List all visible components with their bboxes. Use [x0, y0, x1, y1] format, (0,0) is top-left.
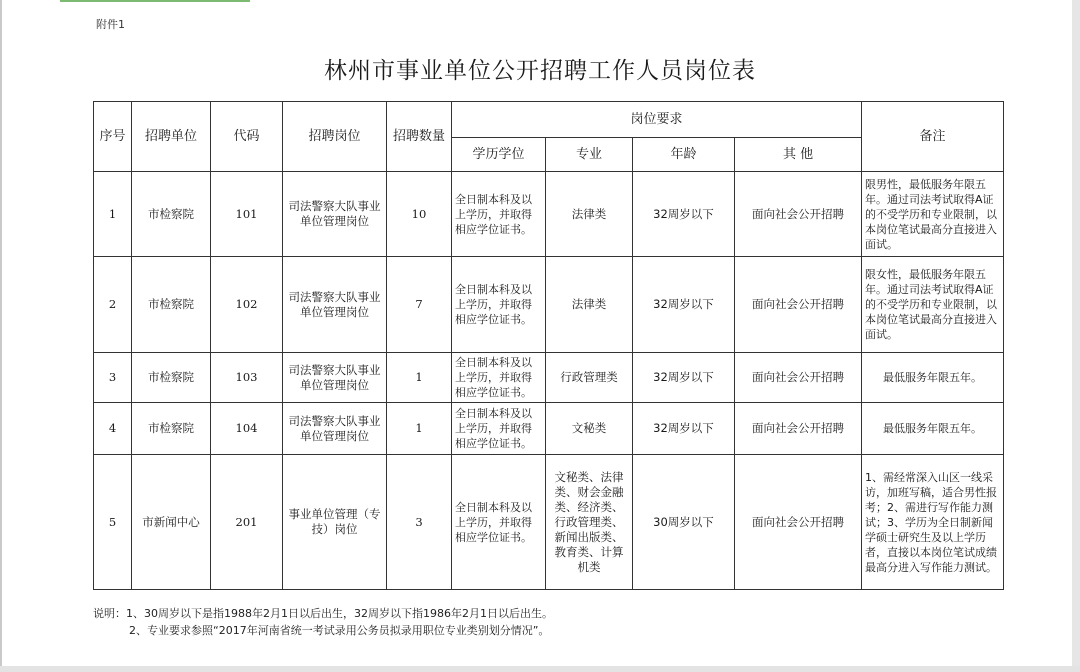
cell-unit: 市检察院: [132, 403, 211, 455]
cell-count: 1: [387, 403, 452, 455]
cell-unit: 市检察院: [132, 257, 211, 353]
table-row: [94, 172, 1004, 257]
cell-seq: 4: [94, 403, 132, 455]
cell-seq: 3: [94, 353, 132, 403]
cell-major: 行政管理类: [546, 353, 633, 403]
right-border: [1072, 0, 1080, 672]
cell-major: 法律类: [546, 257, 633, 353]
cell-education: 全日制本科及以上学历，并取得相应学位证书。: [452, 172, 546, 257]
table-row: [94, 403, 1004, 455]
cell-post: 司法警察大队事业单位管理岗位: [283, 257, 387, 353]
cell-post: 司法警察大队事业单位管理岗位: [283, 353, 387, 403]
header-post: 招聘岗位: [283, 102, 387, 172]
header-seq: 序号: [94, 102, 132, 172]
cell-major: 文秘类、法律类、财会金融类、经济类、行政管理类、新闻出版类、教育类、计算机类: [546, 455, 633, 590]
footnote-line-1: 说明：1、30周岁以下是指1988年2月1日以后出生，32周岁以下指1986年2月1日以后出生。: [93, 607, 553, 620]
cell-age: 32周岁以下: [633, 172, 735, 257]
cell-code: 104: [211, 403, 283, 455]
cell-unit: 市新闻中心: [132, 455, 211, 590]
cell-seq: 1: [94, 172, 132, 257]
cell-unit: 市检察院: [132, 353, 211, 403]
header-requirements: 岗位要求: [452, 102, 862, 138]
cell-remarks: 限女性，最低服务年限五年。通过司法考试取得A证的不受学历和专业限制，以本岗位笔试最高分直接进入面试。: [862, 257, 1004, 353]
cell-education: 全日制本科及以上学历，并取得相应学位证书。: [452, 403, 546, 455]
cell-count: 3: [387, 455, 452, 590]
cell-unit: 市检察院: [132, 172, 211, 257]
cell-education: 全日制本科及以上学历，并取得相应学位证书。: [452, 257, 546, 353]
header-count: 招聘数量: [387, 102, 452, 172]
cell-major: 文秘类: [546, 403, 633, 455]
left-border: [0, 0, 2, 672]
cell-count: 1: [387, 353, 452, 403]
cell-age: 32周岁以下: [633, 257, 735, 353]
bottom-border: [0, 666, 1080, 672]
header-row-1: [94, 102, 1004, 138]
cell-remarks: 最低服务年限五年。: [862, 353, 1004, 403]
cell-post: 司法警察大队事业单位管理岗位: [283, 403, 387, 455]
cell-education: 全日制本科及以上学历，并取得相应学位证书。: [452, 455, 546, 590]
cell-age: 30周岁以下: [633, 455, 735, 590]
cell-seq: 5: [94, 455, 132, 590]
positions-table: [93, 101, 1004, 590]
header-code: 代码: [211, 102, 283, 172]
table-row: [94, 353, 1004, 403]
cell-other: 面向社会公开招聘: [735, 172, 862, 257]
cell-other: 面向社会公开招聘: [735, 257, 862, 353]
cell-seq: 2: [94, 257, 132, 353]
attachment-label: 附件1: [96, 18, 125, 31]
cell-education: 全日制本科及以上学历，并取得相应学位证书。: [452, 353, 546, 403]
header-unit: 招聘单位: [132, 102, 211, 172]
cell-other: 面向社会公开招聘: [735, 455, 862, 590]
header-major: 专业: [546, 138, 633, 172]
cell-code: 103: [211, 353, 283, 403]
cell-post: 事业单位管理（专技）岗位: [283, 455, 387, 590]
table-row: [94, 455, 1004, 590]
cell-code: 102: [211, 257, 283, 353]
cell-remarks: 1、需经常深入山区一线采访，加班写稿，适合男性报考；2、需进行写作能力测试；3、学历为全日制新闻学硕士研究生及以上学历者，直接以本岗位笔试成绩最高分进入写作能力测试。: [862, 455, 1004, 590]
header-education: 学历学位: [452, 138, 546, 172]
cell-code: 201: [211, 455, 283, 590]
cell-age: 32周岁以下: [633, 403, 735, 455]
footnote: [93, 605, 553, 639]
table-row: [94, 257, 1004, 353]
cell-count: 10: [387, 172, 452, 257]
cell-age: 32周岁以下: [633, 353, 735, 403]
cell-major: 法律类: [546, 172, 633, 257]
cell-remarks: 最低服务年限五年。: [862, 403, 1004, 455]
cell-post: 司法警察大队事业单位管理岗位: [283, 172, 387, 257]
cell-code: 101: [211, 172, 283, 257]
header-age: 年龄: [633, 138, 735, 172]
top-accent-line: [60, 0, 250, 2]
footnote-line-2: 2、专业要求参照“2017年河南省统一考试录用公务员拟录用职位专业类别划分情况”。: [129, 624, 550, 637]
cell-count: 7: [387, 257, 452, 353]
cell-remarks: 限男性，最低服务年限五年。通过司法考试取得A证的不受学历和专业限制，以本岗位笔试最高分直接进入面试。: [862, 172, 1004, 257]
header-other: 其 他: [735, 138, 862, 172]
page-title: 林州市事业单位公开招聘工作人员岗位表: [324, 58, 756, 84]
header-remarks: 备注: [862, 102, 1004, 172]
cell-other: 面向社会公开招聘: [735, 353, 862, 403]
cell-other: 面向社会公开招聘: [735, 403, 862, 455]
